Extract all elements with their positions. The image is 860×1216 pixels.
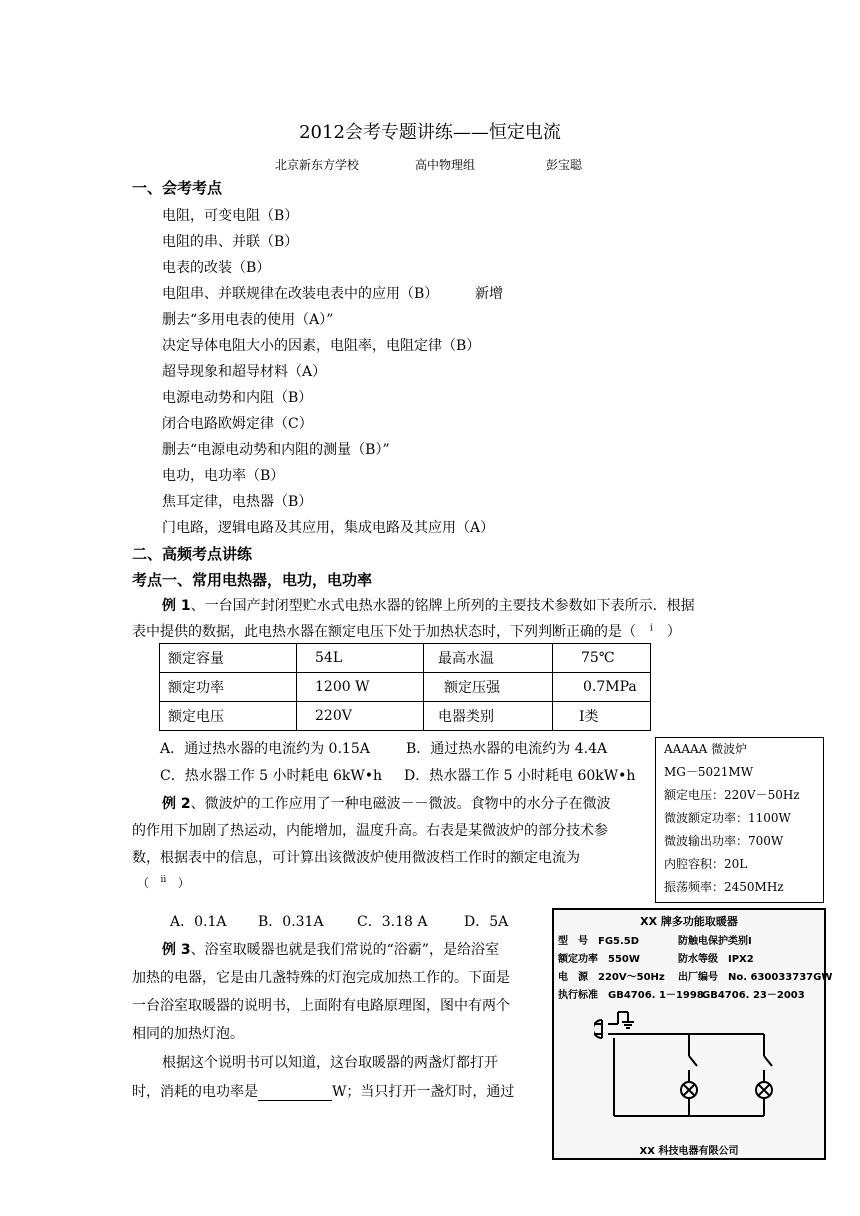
circuit-diagram [594,1004,794,1136]
list-item: 门电路，逻辑电路及其应用，集成电路及其应用（A） [162,520,495,536]
heater-spec: 型 号 FG5.5D [558,936,640,947]
water-heater-spec-table [159,643,651,731]
table-cell: 额定电压 [160,702,297,731]
heater-spec: 额定功率 550W [558,954,640,965]
heater-title: XX 牌多功能取暖器 [640,915,738,928]
list-item: 删去“电源电动势和内阻的测量（B）” [162,442,390,458]
table-cell: 75℃ [553,644,651,673]
heater-spec: 防水等级 IPX2 [678,954,754,965]
example-2-line-2: 的作用下加剧了热运动，内能增加，温度升高。右表是某微波炉的部分技术参 [132,823,608,839]
option-a: A．0.1A [170,914,227,930]
microwave-spec-box [655,737,824,903]
spec-line: 内腔容积：20L [664,857,748,871]
paren-close: ） [177,876,190,890]
table-cell: 额定功率 [160,673,297,702]
option-d: D．热水器工作 5 小时耗电 60kW•h [404,768,636,784]
option-d: D．5A [464,914,509,930]
spec-line: 微波输出功率：700W [664,834,784,848]
heater-label-box [552,908,833,1160]
list-item: 电阻串、并联规律在改装电表中的应用（B） [162,286,439,302]
spec-line: 振荡频率：2450MHz [664,880,784,894]
option-b: B．通过热水器的电流约为 4.4A [406,741,608,757]
spec-line: 微波额定功率：1100W [664,811,791,825]
example-3-line-4: 相同的加热灯泡。 [132,1026,244,1042]
example-3-line-3: 一台浴室取暖器的说明书，上面附有电路原理图，图中有两个 [132,998,510,1014]
list-item: 电源电动势和内阻（B） [162,390,313,406]
spec-line: MG－5021MW [664,765,754,779]
byline-group: 高中物理组 [415,158,476,172]
example-3-text: W；当只打开一盏灯时，通过 [332,1084,515,1100]
answer-mark: ii [160,875,167,885]
list-item: 超导现象和超导材料（A） [162,364,327,380]
heater-spec: 出厂编号 No. 630033737GW [678,972,833,983]
heater-spec: 防触电保护类别Ⅰ [678,936,752,947]
example-1-line-2 [132,621,681,641]
table-cell: 220V [297,702,424,731]
example-1-label: 例 1 [162,598,191,614]
example-2-line-1 [162,793,611,813]
option-a: A．通过热水器的电流约为 0.15A [160,741,370,757]
example-2-line-3: 数，根据表中的信息，可计算出该微波炉使用微波档工作时的额定电流为 [132,850,580,866]
example-1-text: 表中提供的数据，此电热水器在额定电压下处于加热状态时，下列判断正确的是（ [132,624,650,640]
table-row [160,673,651,702]
example-3-text: 、浴室取暖器也就是我们常说的“浴霸”，是给浴室 [190,942,499,958]
list-item: 决定导体电阻大小的因素，电阻率，电阻定律（B） [162,338,481,354]
table-cell: 额定压强 [424,673,553,702]
heater-maker: XX 科技电器有限公司 [639,1146,739,1157]
list-item: 电阻，可变电阻（B） [162,208,299,224]
list-item: 电表的改装（B） [162,260,271,276]
option-b: B．0.31A [258,914,324,930]
table-cell: Ⅰ类 [553,702,651,731]
list-item: 闭合电路欧姆定律（C） [162,416,313,432]
option-c: C．热水器工作 5 小时耗电 6kW•h [160,768,383,784]
example-1-line-1 [162,595,695,615]
list-item: 焦耳定律，电热器（B） [162,494,313,510]
table-cell: 最高水温 [424,644,553,673]
table-cell: 1200 W [297,673,424,702]
example-2-paren [137,874,190,891]
byline-school: 北京新东方学校 [275,158,360,172]
paren-open: （ [137,876,150,890]
example-2-label: 例 2 [162,796,191,812]
topic-heading: 考点一、常用电热器，电功，电功率 [132,571,373,589]
new-tag: 新增 [475,286,503,302]
example-3-label: 例 3 [162,942,191,958]
example-3-line-6 [132,1081,514,1101]
spec-line: 额定电压：220V－50Hz [664,788,800,802]
spec-line: AAAAA 微波炉 [664,742,748,756]
paren-close: ） [652,624,681,640]
byline-author: 彭宝聪 [546,158,583,172]
table-cell: 54L [297,644,424,673]
example-3-line-1 [162,939,499,959]
heater-spec: 电 源 220V～50Hz [558,972,665,983]
example-3-line-5: 根据这个说明书可以知道，这台取暖器的两盏灯都打开 [162,1055,498,1071]
list-item: 电功，电功率（B） [162,468,285,484]
table-row [160,644,651,673]
option-c: C．3.18 A [357,914,428,930]
table-cell: 电器类别 [424,702,553,731]
example-3-line-2: 加热的电器，它是由几盏特殊的灯泡完成加热工作的。下面是 [132,970,510,986]
answer-blank [258,1086,332,1101]
heater-spec: GB4706. 23－2003 [702,990,805,1001]
example-1-text: 、一台国产封闭型贮水式电热水器的铭牌上所列的主要技术参数如下表所示．根据 [190,598,695,614]
list-item: 电阻的串、并联（B） [162,234,299,250]
list-item: 删去“多用电表的使用（A）” [162,312,334,328]
answer-mark: i [650,623,653,634]
table-cell: 0.7MPa [553,673,651,702]
page-title: 2012会考专题讲练——恒定电流 [299,122,561,143]
section-heading-2: 二、高频考点讲练 [132,545,253,563]
table-cell: 额定容量 [160,644,297,673]
heater-spec: 执行标准 GB4706. 1－1998 [558,990,704,1001]
example-3-text: 时，消耗的电功率是 [132,1084,258,1100]
example-2-text: 、微波炉的工作应用了一种电磁波－－微波。食物中的水分子在微波 [190,796,611,812]
table-row [160,702,651,731]
section-heading-1: 一、会考考点 [132,179,223,197]
